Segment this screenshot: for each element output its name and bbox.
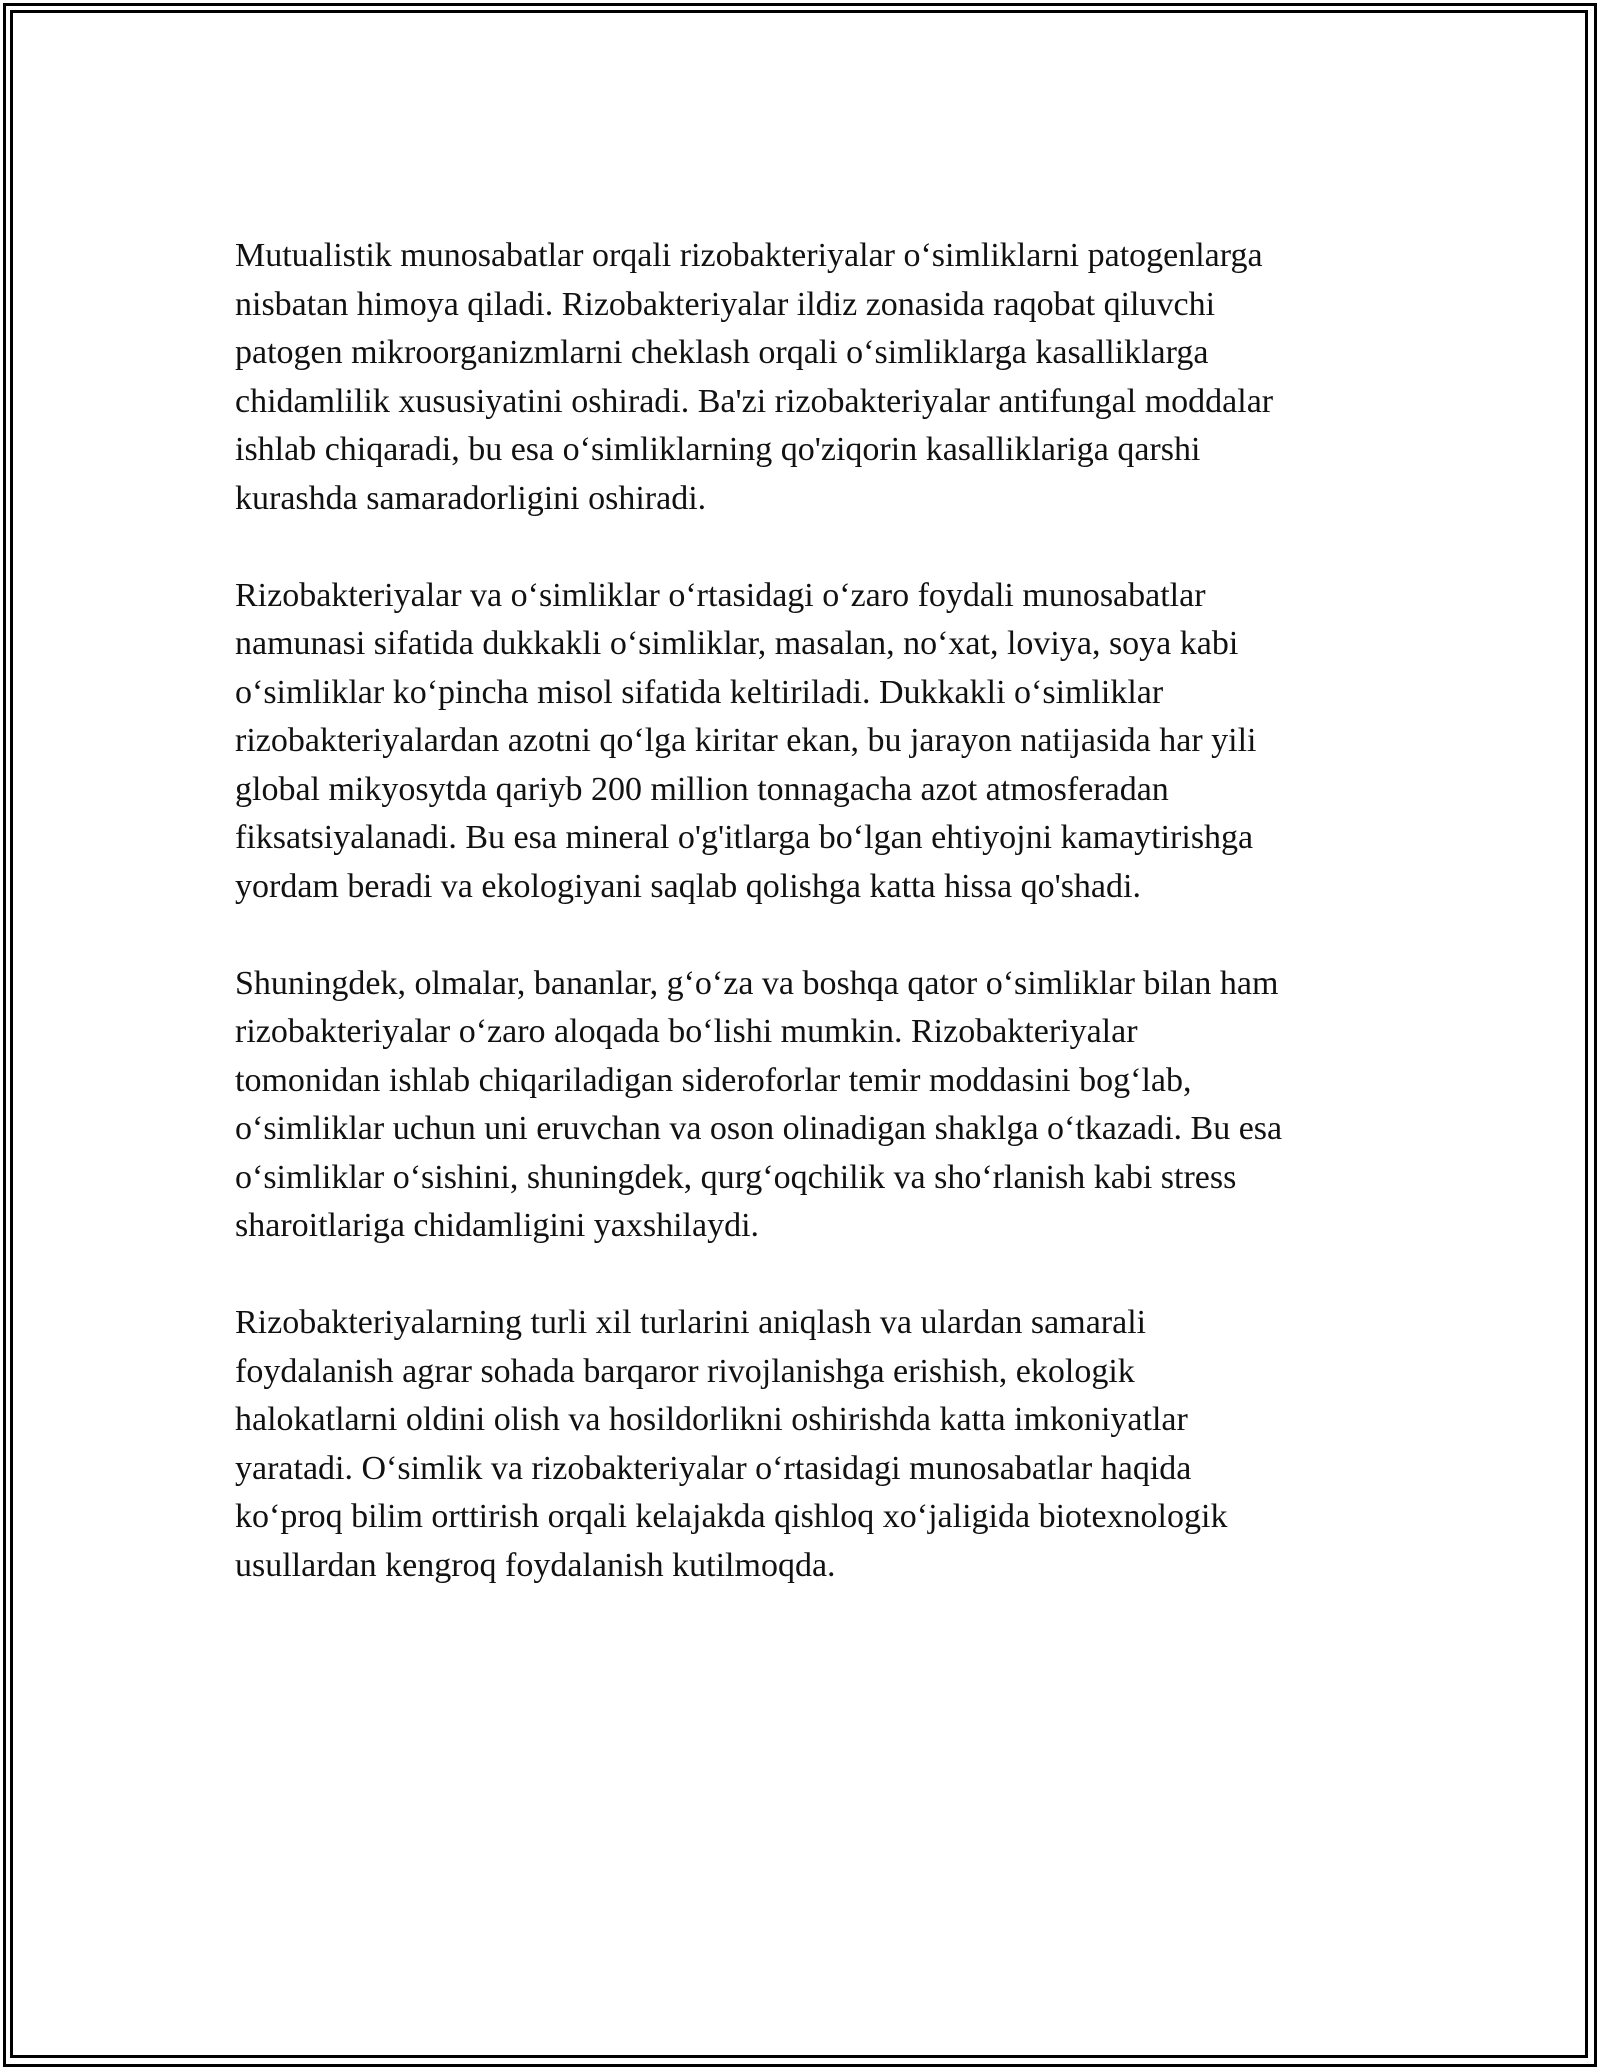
paragraph-line: Rizobakteriyalar va o‘simliklar o‘rtasidagi o‘zaro foydali munosabatlar: [235, 576, 1206, 614]
paragraph-line: global mikyosytda qariyb 200 million tonnagacha azot atmosferadan: [235, 770, 1169, 808]
paragraph-line: Shuningdek, olmalar, bananlar, g‘o‘za va boshqa qator o‘simliklar bilan ham: [235, 964, 1279, 1002]
paragraph-line: usullardan kengroq foydalanish kutilmoqda.: [235, 1546, 836, 1584]
paragraph-2: [235, 572, 1375, 912]
paragraph-line: kurashda samaradorligini oshiradi.: [235, 479, 707, 517]
paragraph-line: o‘simliklar uchun uni eruvchan va oson olinadigan shaklga o‘tkazadi. Bu esa: [235, 1110, 1283, 1147]
document-body: [235, 232, 1375, 1639]
paragraph-line: tomonidan ishlab chiqariladigan sideroforlar temir moddasini bog‘lab,: [235, 1061, 1192, 1099]
paragraph-line: rizobakteriyalardan azotni qo‘lga kiritar ekan, bu jarayon natijasida har yili: [235, 722, 1257, 759]
paragraph-1: [235, 232, 1375, 523]
paragraph-line: rizobakteriyalar o‘zaro aloqada bo‘lishi mumkin. Rizobakteriyalar: [235, 1013, 1138, 1050]
paragraph-line: Mutualistik munosabatlar orqali rizobakteriyalar o‘simliklarni patogenlarga: [235, 237, 1263, 274]
paragraph-line: patogen mikroorganizmlarni cheklash orqali o‘simliklarga kasalliklarga: [235, 334, 1209, 371]
paragraph-3: [235, 960, 1375, 1251]
paragraph-line: fiksatsiyalanadi. Bu esa mineral o'g'itlarga bo‘lgan ehtiyojni kamaytirishga: [235, 819, 1254, 856]
paragraph-line: ko‘proq bilim orttirish orqali kelajakda qishloq xo‘jaligida biotexnologik: [235, 1498, 1228, 1535]
paragraph-line: nisbatan himoya qiladi. Rizobakteriyalar ildiz zonasida raqobat qiluvchi: [235, 285, 1216, 323]
paragraph-line: o‘simliklar o‘sishini, shuningdek, qurg‘oqchilik va sho‘rlanish kabi stress: [235, 1158, 1237, 1196]
paragraph-line: halokatlarni oldini olish va hosildorlikni oshirishda katta imkoniyatlar: [235, 1401, 1188, 1438]
paragraph-line: namunasi sifatida dukkakli o‘simliklar, masalan, no‘xat, loviya, soya kabi: [235, 625, 1239, 662]
paragraph-line: sharoitlariga chidamligini yaxshilaydi.: [235, 1207, 760, 1244]
paragraph-line: ishlab chiqaradi, bu esa o‘simliklarning qo'ziqorin kasalliklariga qarshi: [235, 431, 1201, 468]
paragraph-4: [235, 1299, 1375, 1590]
paragraph-line: yaratadi. O‘simlik va rizobakteriyalar o‘rtasidagi munosabatlar haqida: [235, 1449, 1192, 1487]
paragraph-line: chidamlilik xususiyatini oshiradi. Ba'zi rizobakteriyalar antifungal moddalar: [235, 382, 1274, 420]
paragraph-line: foydalanish agrar sohada barqaror rivojlanishga erishish, ekologik: [235, 1352, 1135, 1390]
paragraph-line: Rizobakteriyalarning turli xil turlarini aniqlash va ulardan samarali: [235, 1304, 1147, 1341]
paragraph-line: yordam beradi va ekologiyani saqlab qolishga katta hissa qo'shadi.: [235, 867, 1141, 905]
paragraph-line: o‘simliklar ko‘pincha misol sifatida keltiriladi. Dukkakli o‘simliklar: [235, 673, 1164, 711]
